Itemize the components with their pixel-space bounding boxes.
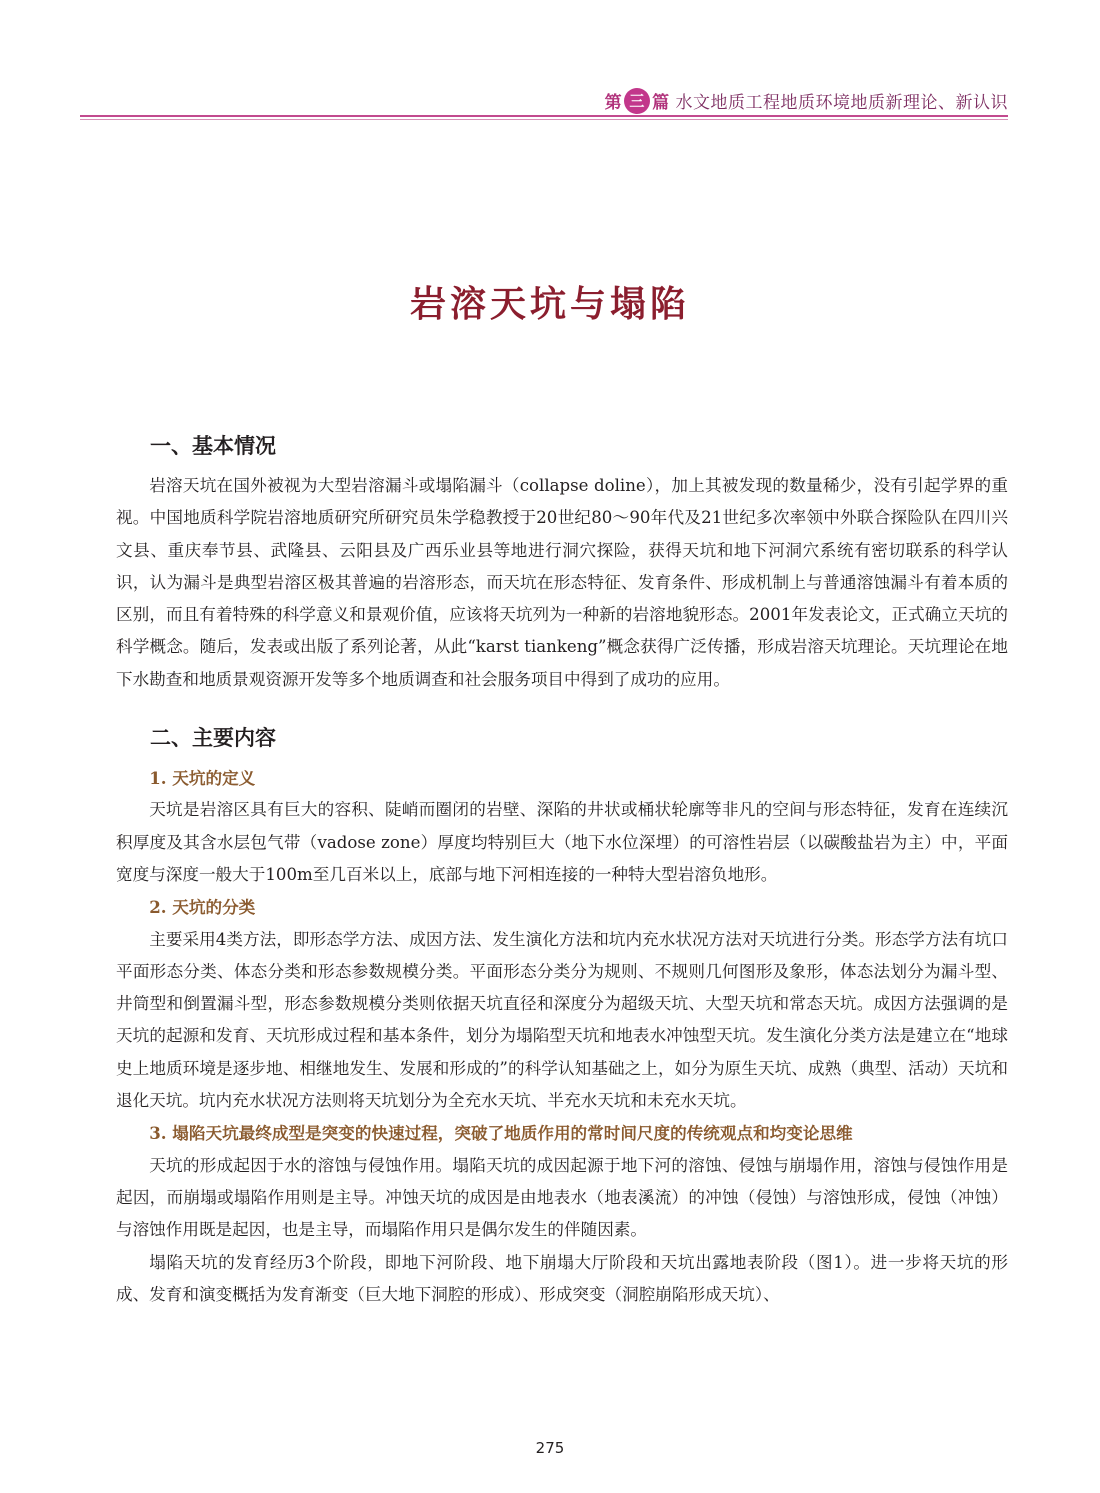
subheading-definition: 1. 天坑的定义 xyxy=(149,768,256,789)
part-prefix: 第 xyxy=(604,93,623,113)
collapse-paragraph-1: 天坑的形成起因于水的溶蚀与侵蚀作用。塌陷天坑的成因起源于地下河的溶蚀、侵蚀与崩塌作用，溶蚀与侵蚀作用是起因，而崩塌或塌陷作用则是主导。冲蚀天坑的成因是由地表水（地表溪流）的冲蚀（侵蚀）与溶蚀形成，侵蚀（冲蚀）与溶蚀作用既是起因，也是主导，而塌陷作用只是偶尔发生的伴随因素。 xyxy=(116,1155,1008,1240)
subheading-collapse: 3. 塌陷天坑最终成型是突变的快速过程，突破了地质作用的常时间尺度的传统观点和均变论思维 xyxy=(149,1123,853,1144)
classification-paragraph: 主要采用4类方法，即形态学方法、成因方法、发生演化方法和坑内充水状况方法对天坑进行分类。形态学方法有坑口平面形态分类、体态分类和形态参数规模分类。平面形态分类分为规则、不规则几何图形及象形，体态法划分为漏斗型、井筒型和倒置漏斗型，形态参数规模分类则依据天坑直径和深度分为超级天坑、大型天坑和常态天坑。成因方法强调的是天坑的起源和发育、天坑形成过程和基本条件，划分为塌陷型天坑和地表水冲蚀型天坑。发生演化分类方法是建立在“地球史上地质环境是逐步地、相继地发生、发展和形成的”的科学认知基础之上，如分为原生天坑、成熟（典型、活动）天坑和退化天坑。坑内充水状况方法则将天坑划分为全充水天坑、半充水天坑和未充水天坑。 xyxy=(116,929,1008,1111)
collapse-paragraph-2: 塌陷天坑的发育经历3个阶段，即地下河阶段、地下崩塌大厅阶段和天坑出露地表阶段（图1）。进一步将天坑的形成、发育和演变概括为发育渐变（巨大地下洞腔的形成）、形成突变（洞腔崩陷形成天坑）、 xyxy=(116,1252,1008,1304)
definition-paragraph: 天坑是岩溶区具有巨大的容积、陡峭而圈闭的岩壁、深陷的井状或桶状轮廓等非凡的空间与形态特征，发育在连续沉积厚度及其含水层包气带（vadose zone）厚度均特别巨大（地下水位深埋）的可溶性岩层（以碳酸盐岩为主）中，平面宽度与深度一般大于100m至几百米以上，底部与地下河相连接的一种特大型岩溶负地形。 xyxy=(116,800,1008,884)
running-header xyxy=(560,88,1008,116)
body-content xyxy=(116,430,1008,1311)
section-heading-1: 一、基本情况 xyxy=(150,434,276,458)
section-heading-2: 二、主要内容 xyxy=(150,726,276,751)
section-1-paragraph: 岩溶天坑在国外被视为大型岩溶漏斗或塌陷漏斗（collapse doline），加上其被发现的数量稀少，没有引起学界的重视。中国地质科学院岩溶地质研究所研究员朱学稳教授于20世纪80～90年代及21世纪多次率领中外联合探险队在四川兴文县、重庆奉节县、武隆县、云阳县及广西乐业县等地进行洞穴探险，获得天坑和地下河洞穴系统有密切联系的科学认识，认为漏斗是典型岩溶区极其普遍的岩溶形态，而天坑在形态特征、发育条件、形成机制上与普通溶蚀漏斗有着本质的区别，而且有着特殊的科学意义和景观价值，应该将天坑列为一种新的岩溶地貌形态。2001年发表论文，正式确立天坑的科学概念。随后，发表或出版了系列论著，从此“karst tiankeng”概念获得广泛传播，形成岩溶天坑理论。天坑理论在地下水勘查和地质景观资源开发等多个地质调查和社会服务项目中得到了成功的应用。 xyxy=(116,476,1008,689)
part-suffix: 篇 xyxy=(652,93,670,113)
chapter-title: 岩溶天坑与塌陷 xyxy=(409,284,690,325)
page-number: 275 xyxy=(535,1439,565,1457)
header-rule-thin xyxy=(80,119,1008,120)
subheading-classification: 2. 天坑的分类 xyxy=(149,897,256,918)
header-rule xyxy=(80,115,1008,117)
part-title: 水文地质工程地质环境地质新理论、新认识 xyxy=(675,93,1008,113)
part-number-badge: 三 xyxy=(624,88,650,114)
